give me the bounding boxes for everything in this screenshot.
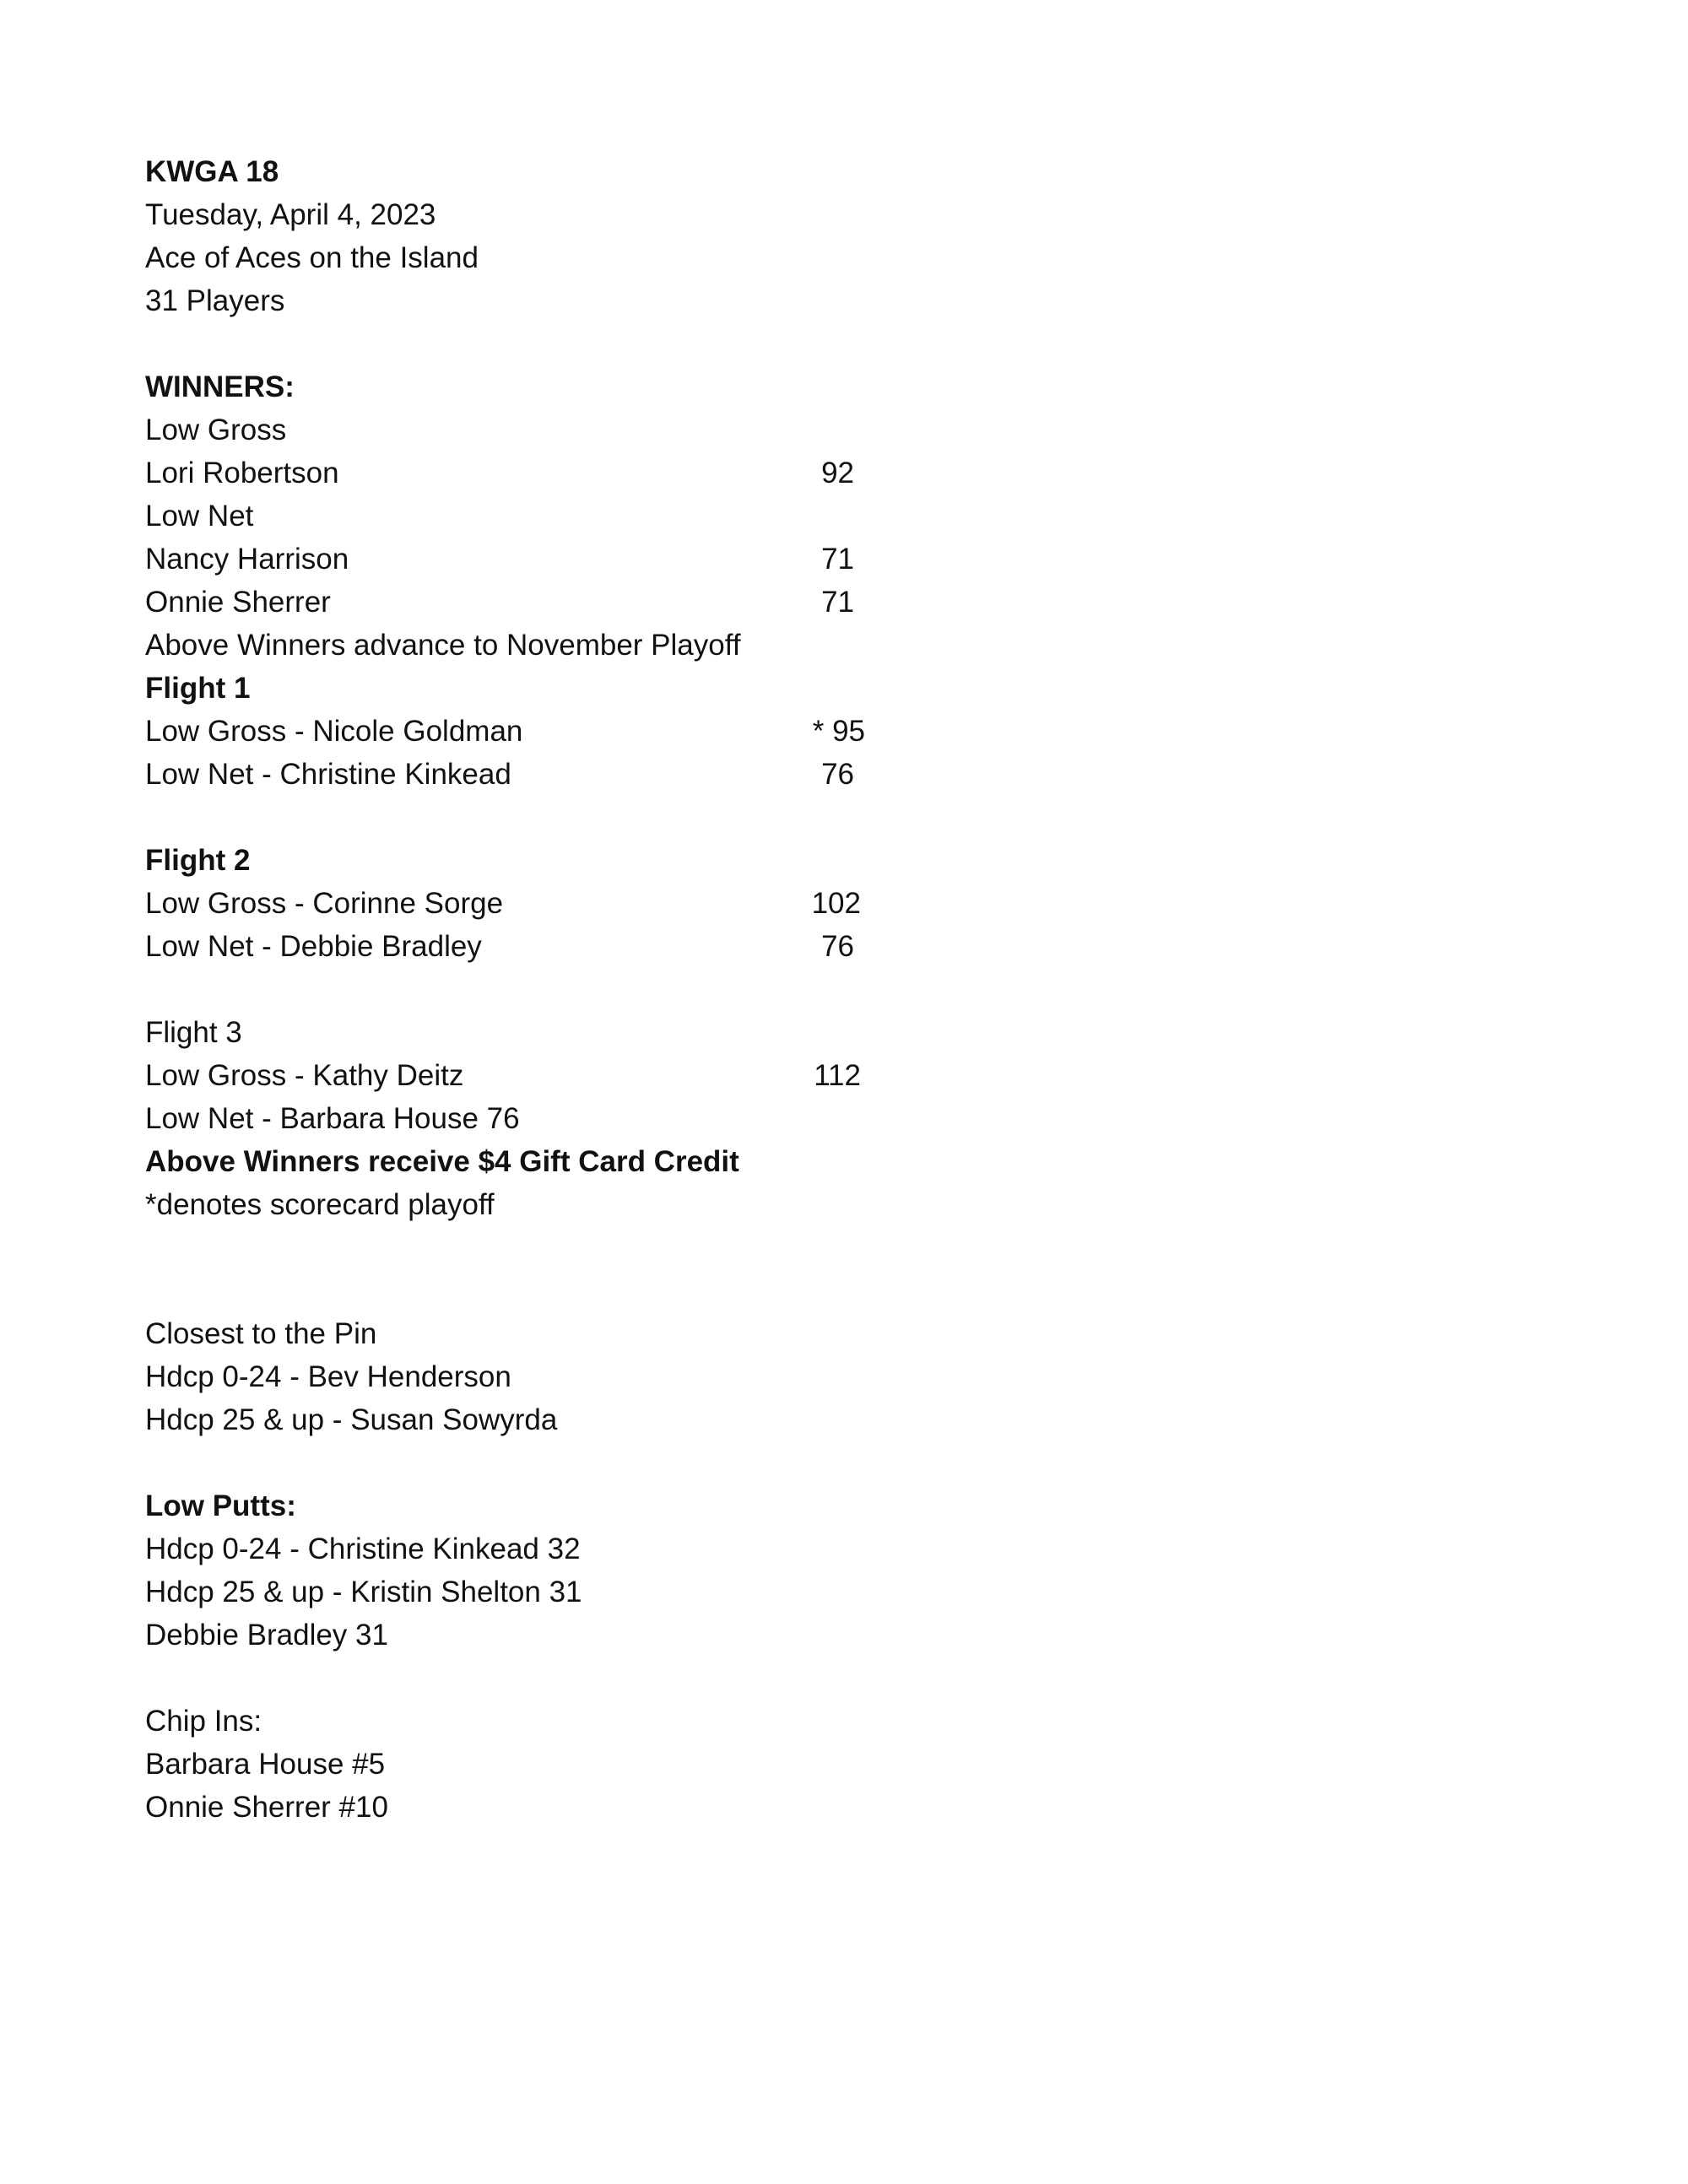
chip-ins-heading: Chip Ins: xyxy=(145,1705,262,1738)
winner-score: 71 xyxy=(821,543,854,576)
closest-to-pin-item: Hdcp 0-24 - Bev Henderson xyxy=(145,1360,511,1393)
result-text: Low Net - Debbie Bradley xyxy=(145,930,482,963)
chip-ins-item: Barbara House #5 xyxy=(145,1748,386,1781)
flight-3-low-net: Low Net - Barbara House 76 xyxy=(145,1102,520,1135)
flight-1-low-gross xyxy=(145,710,1074,753)
result-score: 112 xyxy=(814,1059,861,1092)
event-name: Ace of Aces on the Island xyxy=(145,241,479,274)
chip-ins-item: Onnie Sherrer #10 xyxy=(145,1791,388,1824)
playoff-note: *denotes scorecard playoff xyxy=(145,1188,495,1221)
advance-note: Above Winners advance to November Playoff xyxy=(145,629,741,662)
low-putts-heading: Low Putts: xyxy=(145,1489,296,1522)
winner-score: 71 xyxy=(821,586,854,619)
low-net-label: Low Net xyxy=(145,500,254,532)
closest-to-pin-item: Hdcp 25 & up - Susan Sowyrda xyxy=(145,1403,558,1436)
results-body xyxy=(145,150,1074,1829)
low-net-row xyxy=(145,538,1074,581)
flight-1-low-net xyxy=(145,753,1074,796)
spacer xyxy=(145,796,1074,839)
flight-3-title: Flight 3 xyxy=(145,1016,242,1049)
result-score: 76 xyxy=(821,930,854,963)
result-score: 102 xyxy=(811,887,861,920)
spacer xyxy=(145,322,1074,365)
player-count: 31 Players xyxy=(145,284,285,317)
flight-2-title: Flight 2 xyxy=(145,844,251,877)
low-putts-item: Hdcp 25 & up - Kristin Shelton 31 xyxy=(145,1576,582,1608)
flight-1-title: Flight 1 xyxy=(145,672,251,705)
flight-2-low-net xyxy=(145,925,1074,968)
low-putts-item: Hdcp 0-24 - Christine Kinkead 32 xyxy=(145,1533,581,1565)
low-gross-row xyxy=(145,451,1074,495)
result-score: * 95 xyxy=(812,715,865,748)
gift-card-note: Above Winners receive $4 Gift Card Credit xyxy=(145,1145,739,1178)
result-text: Low Gross - Nicole Goldman xyxy=(145,715,523,748)
result-text: Low Gross - Kathy Deitz xyxy=(145,1059,464,1092)
low-putts-item: Debbie Bradley 31 xyxy=(145,1619,388,1652)
winners-heading: WINNERS: xyxy=(145,370,295,403)
winner-name: Nancy Harrison xyxy=(145,543,349,576)
spacer xyxy=(145,1657,1074,1700)
spacer xyxy=(145,1441,1074,1484)
winner-name: Lori Robertson xyxy=(145,457,339,489)
spacer xyxy=(145,968,1074,1011)
closest-to-pin-heading: Closest to the Pin xyxy=(145,1317,377,1350)
low-net-row xyxy=(145,581,1074,624)
result-text: Low Gross - Corinne Sorge xyxy=(145,887,504,920)
event-date: Tuesday, April 4, 2023 xyxy=(145,198,436,231)
low-gross-label: Low Gross xyxy=(145,414,287,446)
winner-score: 92 xyxy=(821,457,854,489)
flight-3-low-gross xyxy=(145,1054,1074,1097)
flight-2-low-gross xyxy=(145,882,1074,925)
league-title: KWGA 18 xyxy=(145,155,279,188)
result-text: Low Net - Christine Kinkead xyxy=(145,758,511,791)
result-score: 76 xyxy=(821,758,854,791)
winner-name: Onnie Sherrer xyxy=(145,586,331,619)
spacer xyxy=(145,1226,1074,1312)
